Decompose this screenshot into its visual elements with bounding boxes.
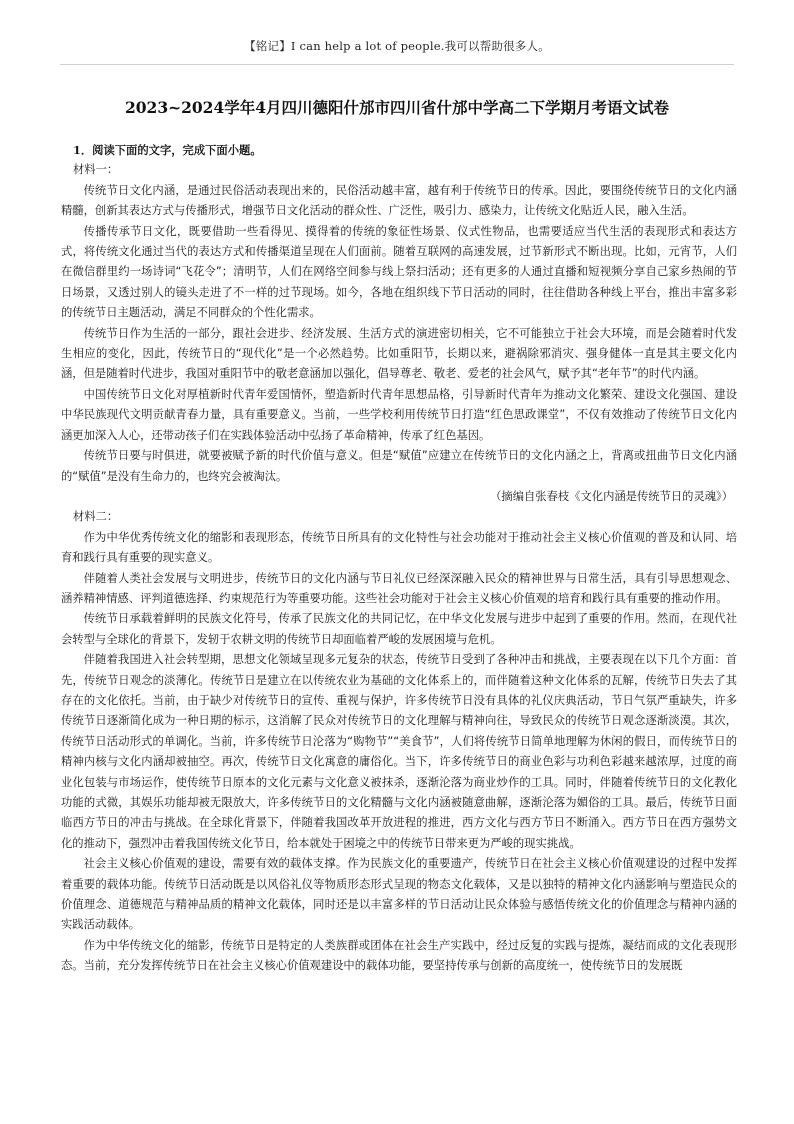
material-2-paragraph: 伴随着人类社会发展与文明进步，传统节日的文化内涵与节日礼仪已经深深融入民众的精神世界与日常生活，具有引导思想观念、涵养精神情感、评判道德选择、约束规范行为等重要功能。这些社会功能对于社会主义核心价值观的培育和践行具有重要的推动作用。 bbox=[61, 571, 737, 605]
page-title: 2023~2024学年4月四川德阳什邡市四川省什邡中学高二下学期月考语文试卷 bbox=[124, 98, 670, 117]
material-1-source: （摘编自张春枝《文化内涵是传统节日的灵魂》） bbox=[490, 489, 733, 503]
material-1-paragraph: 传统节日文化内涵，是通过民俗活动表现出来的，民俗活动越丰富，越有利于传统节日的传承。因此，要围绕传统节日的文化内涵精髓，创新其表达方式与传播形式，增强节日文化活动的群众性、广泛性，吸引力、感染力，让传统文化贴近人民，融入生活。 bbox=[61, 183, 737, 218]
question-prompt: 1．阅读下面的文字，完成下面小题。 bbox=[73, 143, 262, 157]
document-body bbox=[61, 140, 737, 977]
material-1-paragraph: 传统节日作为生活的一部分，跟社会进步、经济发展、生活方式的演进密切相关，它不可能独立于社会大环境，而是会随着时代发生相应的变化，因此，传统节日的“现代化”是一个必然趋势。比如重阳节，长期以来，避祸除邪消灾、强身健体一直是其主要文化内涵，但是随着时代进步，我国对重阳节中的敬老意涵加以强化，倡导尊老、敬老、爱老的社会风气，赋予其“老年节”的时代内涵。 bbox=[61, 326, 737, 381]
material-2-paragraph: 作为中华优秀传统文化的缩影和表现形态，传统节日所具有的文化特性与社会功能对于推动社会主义核心价值观的普及和认同、培育和践行具有重要的现实意义。 bbox=[61, 530, 737, 565]
material-2-paragraph: 社会主义核心价值观的建设，需要有效的载体支撑。作为民族文化的重要遗产，传统节日在社会主义核心价值观建设的过程中发挥着重要的载体功能。传统节日活动既是以风俗礼仪等物质形态形式呈现的物态文化载体，又是以独特的精神文化内涵影响与塑造民众的价值理念、道德规范与精神品质的精神文化载体，同时还是以丰富多样的节日活动让民众体验与感悟传统文化的价值理念与精神内涵的实践活动载体。 bbox=[61, 857, 737, 932]
material-2-label: 材料二： bbox=[73, 510, 119, 524]
material-1-label: 材料一： bbox=[73, 163, 119, 177]
header-motto: 【铭记】I can help a lot of people.我可以帮助很多人。 bbox=[244, 39, 550, 53]
material-1-paragraph: 中国传统节日文化对厚植新时代青年爱国情怀，塑造新时代青年思想品格，引导新时代青年为推动文化繁荣、建设文化强国、建设中华民族现代文明贡献青春力量，具有重要意义。当前，一些学校利用传统节日打造“红色思政课堂”，不仅有效推动了传统节日文化内涵更加深入人心，还带动孩子们在实践体验活动中弘扬了革命精神，传承了红色基因。 bbox=[61, 387, 737, 442]
material-2-paragraph: 传统节日承载着鲜明的民族文化符号，传承了民族文化的共同记忆，在中华文化发展与进步中起到了重要的作用。然而，在现代社会转型与全球化的背景下，发轫于农耕文明的传统节日却面临着严峻的发展困境与危机。 bbox=[61, 612, 737, 646]
material-2-paragraph: 作为中华传统文化的缩影，传统节日是特定的人类族群或团体在社会生产实践中，经过反复的实践与提炼，凝结而成的文化表现形态。当前，充分发挥传统节日在社会主义核心价值观建设中的载体功能，要坚持传承与创新的高度统一，使传统节日的发展既 bbox=[61, 938, 737, 973]
material-1-paragraph: 传播传承节日文化，既要借助一些看得见、摸得着的传统的象征性场景、仪式性物品，也需要适应当代生活的表现形式和表达方式，将传统文化通过当代的表达方式和传播渠道呈现在人们面前。随着互联网的高速发展，过节新形式不断出现。比如，元宵节，人们在微信群里约一场诗词“飞花令”；清明节，人们在网络空间参与线上祭扫活动；还有更多的人通过直播和短视频分享自己家乡热闹的节日场景，又透过别人的镜头走进了不一样的过节现场。如今，各地在组织线下节日活动的同时，往往借助各种线上平台，推出丰富多彩的传统节日主题活动，满足不同群众的个性化需求。 bbox=[61, 224, 737, 320]
header-divider bbox=[60, 64, 734, 65]
material-2-paragraph: 伴随着我国进入社会转型期，思想文化领域呈现多元复杂的状态，传统节日受到了各种冲击和挑战，主要表现在以下几个方面：首先，传统节日观念的淡薄化。传统节日是建立在以传统农业为基础的文化体系上的，而伴随着这种文化体系的瓦解，传统节日失去了其存在的文化依托。当前，由于缺少对传统节日的宣传、重视与保护，许多传统节日没有具体的礼仪庆典活动，节日气氛严重缺失，许多传统节日逐渐简化成为一种日期的标示，这消解了民众对传统节日的文化理解与精神向往，导致民众的传统节日观念逐渐淡漠。其次，传统节日活动形式的单调化。当前，许多传统节日沦落为“购物节”“美食节”，人们将传统节日简单地理解为休闲的假日，而传统节日的精神内核与文化内涵却被抽空。再次，传统节日文化寓意的庸俗化。当下，许多传统节日的商业色彩与功利色彩越来越浓厚，过度的商业化包装与市场运作，使传统节日原本的文化元素与文化意义被抹杀，逐渐沦落为商业炒作的工具。同时，伴随着传统节日的文化教化功能的式微，其娱乐功能却被无限放大，许多传统节日的文化精髓与文化内涵被随意曲解，逐渐沦落为媚俗的工具。最后，传统节日面临西方节日的冲击与挑战。在全球化背景下，伴随着我国改革开放进程的推进，西方文化与西方节日不断涌入。西方节日在西方强势文化的推动下，强烈冲击着我国传统文化节日，给本就处于困境之中的传统节日带来更为严峻的现实挑战。 bbox=[61, 653, 737, 850]
material-1-paragraph: 传统节日要与时俱进，就要被赋予新的时代价值与意义。但是“赋值”应建立在传统节日的文化内涵之上，背离或扭曲节日文化内涵的“赋值”是没有生命力的，也终究会被淘汰。 bbox=[61, 449, 737, 483]
